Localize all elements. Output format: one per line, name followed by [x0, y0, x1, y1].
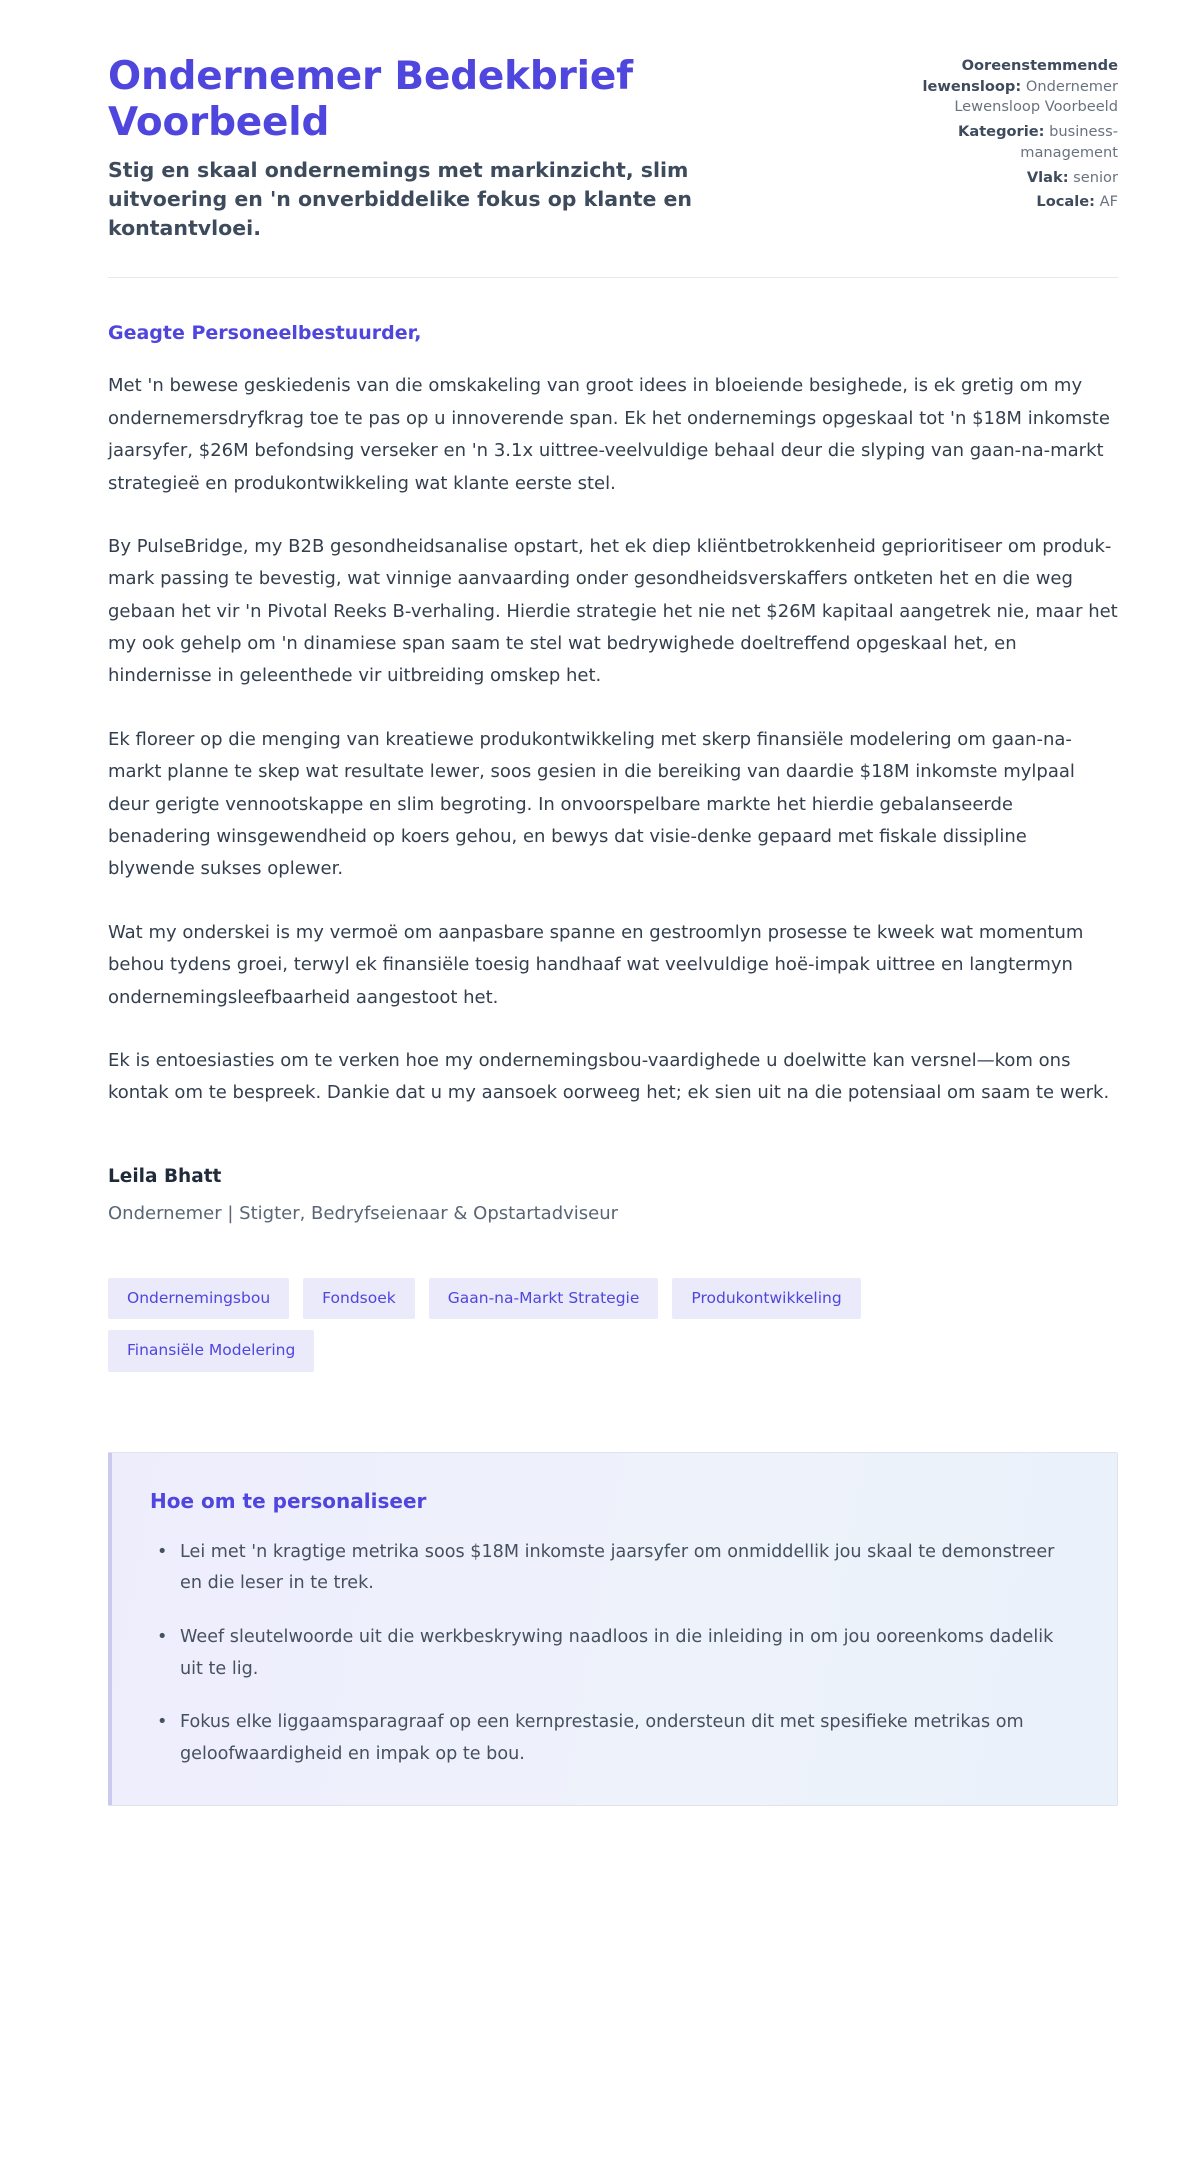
metadata-label: Kategorie:	[958, 123, 1045, 141]
page-title: Ondernemer Bedekbrief Voorbeeld	[108, 54, 633, 146]
tag-chip[interactable]: Gaan-na-Markt Strategie	[429, 1278, 659, 1320]
metadata-row-level	[886, 168, 1118, 189]
header-title-block	[108, 40, 748, 243]
metadata-value: Ondernemer Lewensloop Voorbeeld	[954, 77, 1118, 116]
document-header	[108, 40, 1118, 243]
signature-role: Ondernemer | Stigter, Bedryfseienaar & Opstartadviseur	[108, 1202, 619, 1224]
metadata-value: senior	[1073, 168, 1118, 186]
body-paragraph: By PulseBridge, my B2B gesondheidsanalise opstart, het ek diep kliëntbetrokkenheid geprioritiseer om produk-mark passing te bevestig, wat vinnige aanvaarding onder gesondheidsverskaffers ontketen het en die weg gebaan het vir 'n Pivotal Reeks B-verhaling. Hierdie strategie het nie net $26M kapitaal aangetrek nie, maar het my ook gehelp om 'n dinamiese span saam te stel wat bedrywighede doeltreffend opgeskaal het, en hindernisse in geleenthede vir uitbreiding omskep het.	[108, 535, 1118, 687]
body-paragraph: Wat my onderskei is my vermoë om aanpasbare spanne en gestroomlyn prosesse te kweek wat momentum behou tydens groei, terwyl ek finansiële toesig handhaaf wat veelvuldige hoë-impak uittree en langtermyn ondernemingsleefbaarheid aangestoot het.	[108, 921, 1084, 1008]
tag-chip[interactable]: Ondernemingsbou	[108, 1278, 289, 1320]
tag-chip[interactable]: Finansiële Modelering	[108, 1330, 314, 1372]
callout-tip-item: • Fokus elke liggaamsparagraaf op een kernprestasie, ondersteun dit met spesifieke metrikas om geloofwaardigheid en impak op te bou.	[176, 1707, 1077, 1770]
salutation: Geagte Personeelbestuurder,	[108, 322, 422, 345]
metadata-label: Locale:	[1036, 193, 1095, 211]
tag-list	[108, 1278, 938, 1372]
metadata-row-category	[886, 122, 1118, 163]
metadata-label: Ooreenstemmende lewensloop:	[922, 57, 1118, 95]
signature-name: Leila Bhatt	[108, 1165, 222, 1187]
tag-chip[interactable]: Fondsoek	[303, 1278, 415, 1320]
metadata-label: Vlak:	[1026, 168, 1069, 186]
letter-body	[108, 278, 1118, 1223]
page-subtitle: Stig en skaal ondernemings met markinzicht, slim uitvoering en 'n onverbiddelike fokus op klante en kontantvloei.	[108, 158, 693, 241]
metadata-value: AF	[1099, 193, 1118, 211]
signature-block	[108, 1166, 1118, 1224]
document-metadata	[886, 40, 1118, 217]
metadata-value: business-management	[1020, 123, 1118, 161]
personalization-callout	[108, 1452, 1118, 1806]
callout-title: Hoe om te personaliseer	[150, 1488, 427, 1513]
callout-tip-list	[150, 1537, 1077, 1771]
body-paragraph: Ek floreer op die menging van kreatiewe produkontwikkeling met skerp finansiële modelering om gaan-na-markt planne te skep wat resultate lewer, soos gesien in die bereiking van daardie $18M inkomste mylpaal deur gerigte vennootskappe en slim begroting. In onvoorspelbare markte het hierdie gebalanseerde benadering winsgewendheid op koers gehou, en bewys dat visie-denke gepaard met fiskale dissipline blywende sukses oplewer.	[108, 728, 1075, 880]
body-paragraph: Met 'n bewese geskiedenis van die omskakeling van groot idees in bloeiende besighede, is ek gretig om my ondernemersdryfkrag toe te pas op u innoverende span. Ek het ondernemings opgeskaal tot 'n $18M inkomste jaarsyfer, $26M befondsing verseker en 'n 3.1x uittree-veelvuldige behaal deur die slyping van gaan-na-markt strategieë en produkontwikkeling wat klante eerste stel.	[108, 375, 1110, 494]
callout-tip-item: • Weef sleutelwoorde uit die werkbeskrywing naadloos in die inleiding in om jou ooreenkoms dadelik uit te lig.	[176, 1622, 1077, 1685]
metadata-row-matching-resume	[886, 56, 1118, 118]
metadata-row-locale	[886, 192, 1118, 213]
body-paragraph: Ek is entoesiasties om te verken hoe my ondernemingsbou-vaardighede u doelwitte kan versnel—kom ons kontak om te bespreek. Dankie dat u my aansoek oorweeg het; ek sien uit na die potensiaal om saam te werk.	[108, 1050, 1110, 1104]
callout-tip-item: • Lei met 'n kragtige metrika soos $18M inkomste jaarsyfer om onmiddellik jou skaal te demonstreer en die leser in te trek.	[176, 1537, 1077, 1600]
tag-chip[interactable]: Produkontwikkeling	[672, 1278, 860, 1320]
